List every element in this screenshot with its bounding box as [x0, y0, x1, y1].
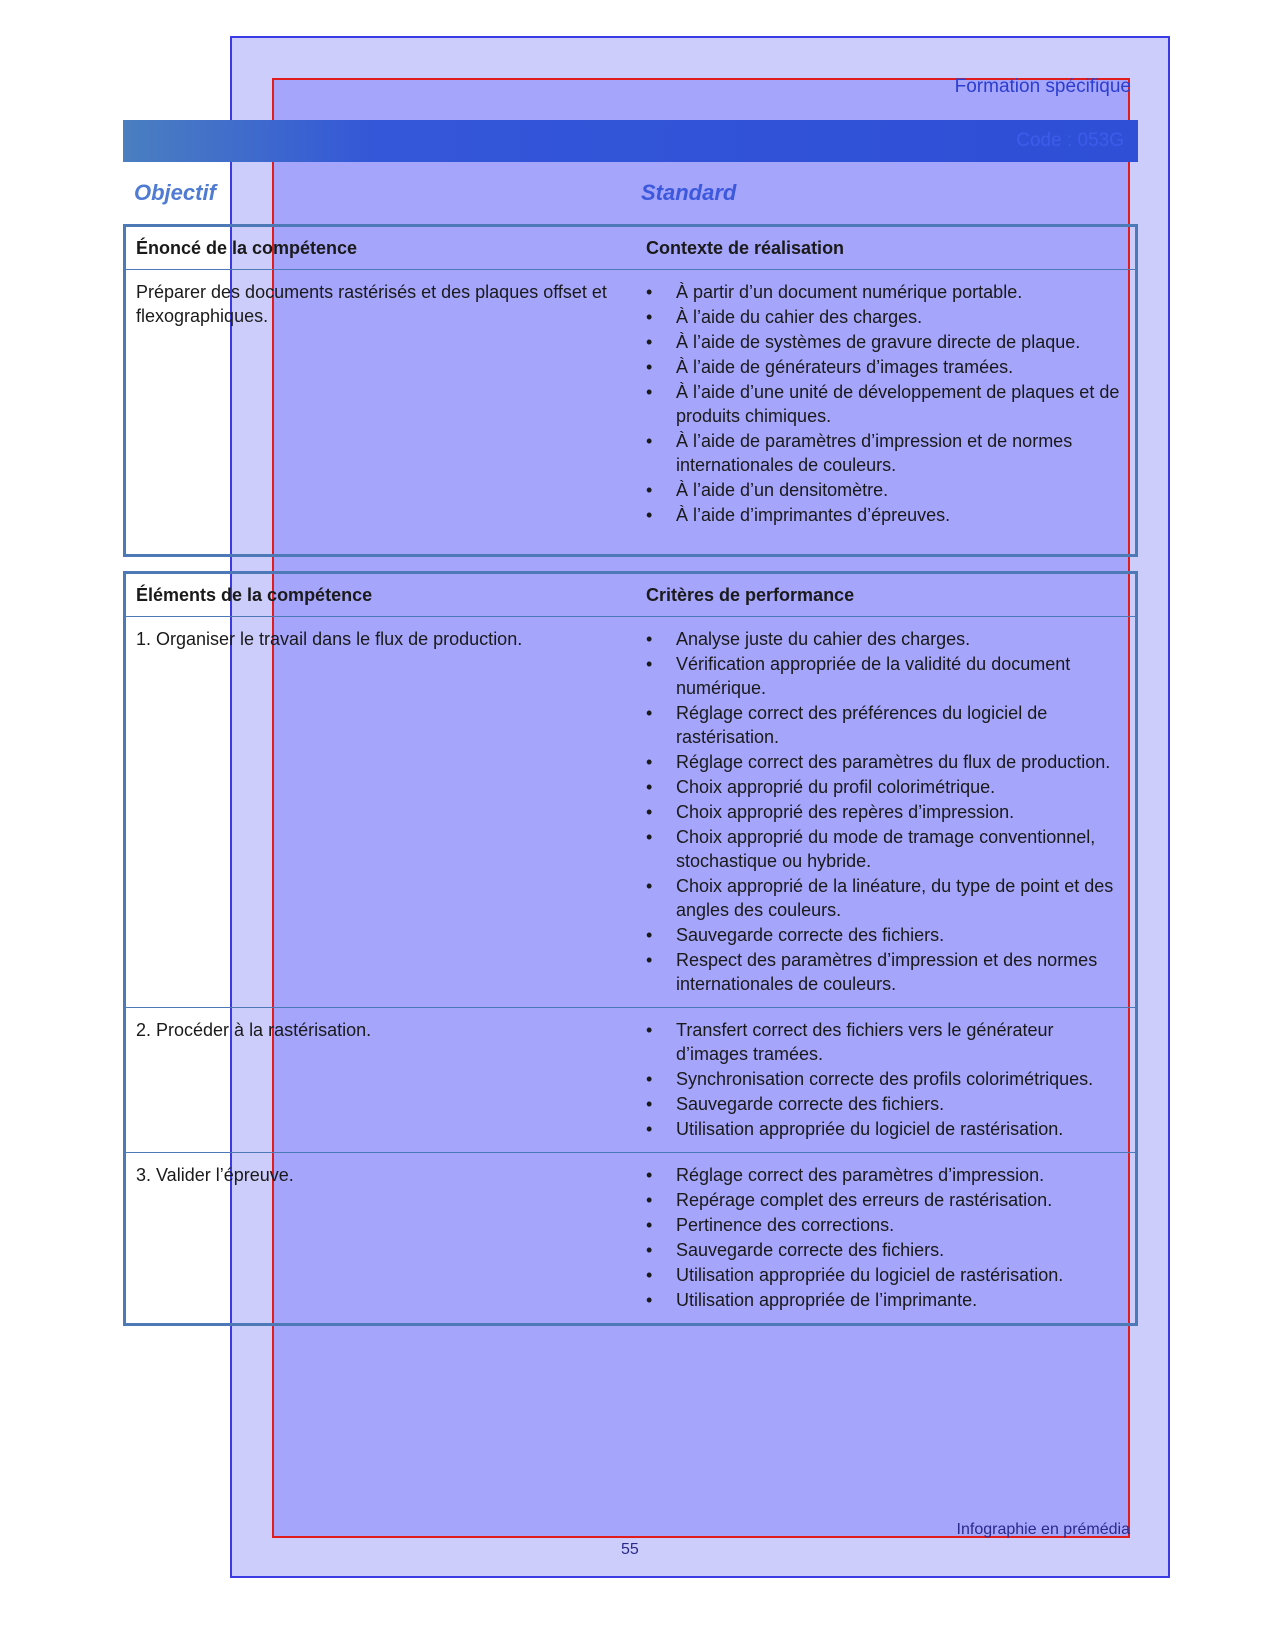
code-band — [123, 120, 1138, 162]
criteria-item: • Synchronisation correcte des profils colorimétriques. — [646, 1067, 1125, 1091]
element-row — [125, 1153, 1137, 1325]
element-text: 1. Organiser le travail dans le flux de production. — [125, 617, 637, 1008]
competence-table — [123, 224, 1138, 557]
element-text: 2. Procéder à la rastérisation. — [125, 1008, 637, 1153]
contexte-item: • À l’aide d’un densitomètre. — [646, 478, 1125, 502]
contexte-item: • À l’aide d’une unité de développement de plaques et de produits chimiques. — [646, 380, 1125, 428]
element-text: 3. Valider l’épreuve. — [125, 1153, 637, 1325]
contexte-item: • À l’aide d’imprimantes d’épreuves. — [646, 503, 1125, 527]
footer-program: Infographie en prémédia — [956, 1521, 1130, 1538]
criteria-item: • Réglage correct des paramètres d’impression. — [646, 1163, 1125, 1187]
criteria-item: • Pertinence des corrections. — [646, 1213, 1125, 1237]
criteria-list — [646, 1163, 1125, 1312]
criteria-item: • Choix approprié du profil colorimétrique. — [646, 775, 1125, 799]
enonce-text: Préparer des documents rastérisés et des plaques offset et flexographiques. — [125, 270, 637, 556]
criteria-item: • Transfert correct des fichiers vers le générateur d’images tramées. — [646, 1018, 1125, 1066]
criteria-item: • Utilisation appropriée de l’imprimante. — [646, 1288, 1125, 1312]
criteria-cell — [636, 1153, 1137, 1325]
elements-body — [125, 617, 1137, 1325]
page-number: 55 — [621, 1541, 639, 1558]
elements-table — [123, 571, 1138, 1326]
criteria-item: • Choix approprié du mode de tramage conventionnel, stochastique ou hybride. — [646, 825, 1125, 873]
criteria-item: • Sauvegarde correcte des fichiers. — [646, 1238, 1125, 1262]
criteria-item: • Choix approprié des repères d’impression. — [646, 800, 1125, 824]
contexte-item: • À partir d’un document numérique portable. — [646, 280, 1125, 304]
criteria-item: • Vérification appropriée de la validité du document numérique. — [646, 652, 1125, 700]
criteria-list — [646, 627, 1125, 996]
criteria-item: • Réglage correct des paramètres du flux de production. — [646, 750, 1125, 774]
element-row — [125, 1008, 1137, 1153]
criteria-cell — [636, 1008, 1137, 1153]
criteria-item: • Réglage correct des préférences du logiciel de rastérisation. — [646, 701, 1125, 749]
criteria-item: • Utilisation appropriée du logiciel de rastérisation. — [646, 1263, 1125, 1287]
contexte-cell — [636, 270, 1137, 556]
contexte-item: • À l’aide du cahier des charges. — [646, 305, 1125, 329]
criteria-item: • Choix approprié de la linéature, du type de point et des angles des couleurs. — [646, 874, 1125, 922]
contexte-list — [646, 280, 1125, 527]
element-row — [125, 617, 1137, 1008]
criteria-item: • Utilisation appropriée du logiciel de rastérisation. — [646, 1117, 1125, 1141]
enonce-header: Énoncé de la compétence — [125, 226, 637, 270]
criteria-item: • Respect des paramètres d’impression et des normes internationales de couleurs. — [646, 948, 1125, 996]
heading-standard: Standard — [641, 180, 737, 205]
criteria-item: • Repérage complet des erreurs de rastérisation. — [646, 1188, 1125, 1212]
criteria-item: • Sauvegarde correcte des fichiers. — [646, 923, 1125, 947]
formation-label: Formation spécifique — [954, 76, 1131, 97]
code-label: Code : 053G — [1016, 130, 1124, 151]
elements-header: Éléments de la compétence — [125, 573, 637, 617]
criteria-cell — [636, 617, 1137, 1008]
criteria-list — [646, 1018, 1125, 1141]
heading-objectif: Objectif — [134, 180, 216, 205]
contexte-header: Contexte de réalisation — [636, 226, 1137, 270]
criteres-header: Critères de performance — [636, 573, 1137, 617]
contexte-item: • À l’aide de générateurs d’images tramées. — [646, 355, 1125, 379]
contexte-item: • À l’aide de paramètres d’impression et de normes internationales de couleurs. — [646, 429, 1125, 477]
contexte-item: • À l’aide de systèmes de gravure directe de plaque. — [646, 330, 1125, 354]
criteria-item: • Analyse juste du cahier des charges. — [646, 627, 1125, 651]
criteria-item: • Sauvegarde correcte des fichiers. — [646, 1092, 1125, 1116]
